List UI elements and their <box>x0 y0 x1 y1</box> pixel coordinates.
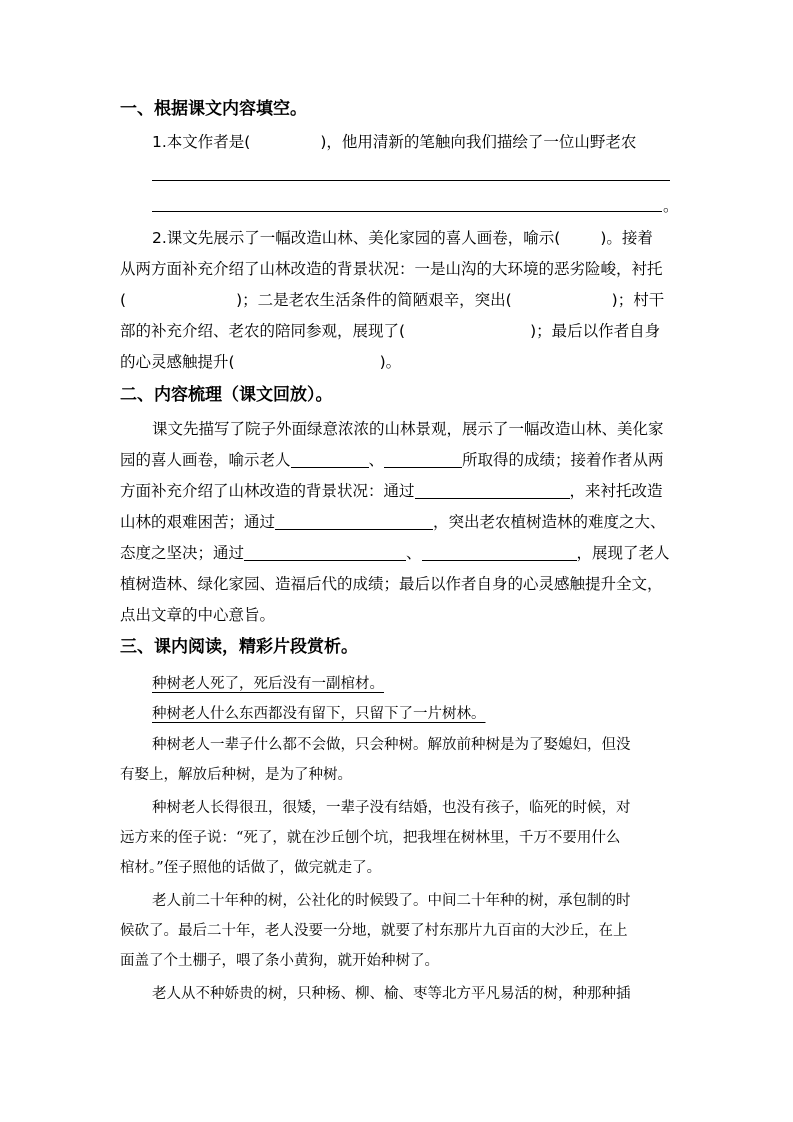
s3-para-3-line-2: 有娶上，解放后种树，是为了种树。 <box>120 767 352 783</box>
s2-blank-3[interactable] <box>415 482 570 499</box>
q2-line-3 <box>120 290 664 310</box>
s3-para-3-line-1: 种树老人一辈子什么都不会做，只会种树。解放前种树是为了娶媳妇，但没 <box>152 737 631 753</box>
s2-l4-text-b: ，突出老农植树造林的难度之大、 <box>433 513 666 531</box>
s3-para-4-line-2: 远方来的侄子说：“死了，就在沙丘刨个坑，把我埋在树林里，千万不要用什么 <box>120 830 621 846</box>
s3-para-6-line-1: 老人从不种娇贵的树，只种杨、柳、榆、枣等北方平凡易活的树，种那种插 <box>152 986 631 1002</box>
s2-l2-sep: 、 <box>368 451 385 469</box>
s3-para-1: 种树老人死了，死后没有一副棺材。 <box>152 676 384 692</box>
q2-line-2: 从两方面补充介绍了山林改造的背景状况：一是山沟的大环境的恶劣险峻，衬托 <box>120 260 663 278</box>
s3-para-2: 种树老人什么东西都没有留下，只留下了一片树林。 <box>152 706 486 722</box>
q2-line-1 <box>152 228 653 248</box>
s2-line-7: 点出文章的中心意旨。 <box>120 606 276 624</box>
q2-line-4 <box>120 321 660 341</box>
q2-l3-text-c: )；村干 <box>611 291 665 309</box>
q2-l5-text-a: 的心灵感触提升( <box>120 353 235 371</box>
q2-l4-text-a: 部的补充介绍、老农的陪同参观，展现了( <box>120 322 406 340</box>
section-2-title: 二、内容梳理（课文回放）。 <box>120 385 333 405</box>
q1-end-period: 。 <box>663 197 679 215</box>
q2-line-5 <box>120 352 401 372</box>
s3-para-4-line-3: 棺材。”侄子照他的话做了，做完就走了。 <box>120 860 382 876</box>
s2-l4-text-a: 山林的艰难困苦；通过 <box>120 513 276 531</box>
s2-line-6: 植树造林、绿化家园、造福后代的成绩；最后以作者自身的心灵感触提升全文， <box>120 575 663 593</box>
s2-l3-text-a: 方面补充介绍了山林改造的背景状况：通过 <box>120 482 415 500</box>
q2-l3-text-b: )；二是老农生活条件的简陋艰辛，突出( <box>236 291 512 309</box>
s3-para-5-line-3: 面盖了个土棚子，喂了条小黄狗，就开始种树了。 <box>120 953 439 969</box>
section-1-title: 一、根据课文内容填空。 <box>120 99 307 119</box>
s2-l2-text-c: 所取得的成绩；接着作者从两 <box>462 451 664 469</box>
s3-para-4-line-1: 种树老人长得很丑，很矮，一辈子没有结婚，也没有孩子，临死的时候，对 <box>152 800 631 816</box>
s2-blank-5[interactable] <box>244 544 406 561</box>
s2-line-2 <box>120 450 664 470</box>
q1-text-post: )，他用清新的笔触向我们描绘了一位山野老农 <box>320 133 637 151</box>
s2-l5-text-c: ，展现了老人 <box>576 544 670 562</box>
q1-answer-line-2[interactable] <box>152 211 662 212</box>
q2-l4-text-b: )；最后以作者自身 <box>530 322 661 340</box>
s2-blank-6[interactable] <box>422 544 577 561</box>
s3-para-5-line-1: 老人前二十年种的树，公社化的时候毁了。中间二十年种的树，承包制的时 <box>152 893 631 909</box>
q2-l3-text-a: ( <box>120 291 127 309</box>
s2-line-1: 课文先描写了院子外面绿意浓浓的山林景观，展示了一幅改造山林、美化家 <box>152 420 664 438</box>
s2-l5-text-a: 态度之坚决；通过 <box>120 544 245 562</box>
s2-line-4 <box>120 512 666 532</box>
section-3-title: 三、课内阅读，精彩片段赏析。 <box>120 637 358 657</box>
s2-blank-4[interactable] <box>275 513 433 530</box>
s2-blank-2[interactable] <box>384 451 462 468</box>
q1-answer-line-1[interactable] <box>152 180 670 181</box>
q2-l5-text-b: )。 <box>379 353 402 371</box>
q2-l1-text-a: 2.课文先展示了一幅改造山林、美化家园的喜人画卷，喻示( <box>152 229 561 247</box>
s2-l5-sep: 、 <box>406 544 422 562</box>
s2-l2-text-a: 园的喜人画卷，喻示老人 <box>120 451 291 469</box>
s3-para-5-line-2: 候砍了。最后二十年，老人没要一分地，就要了村东那片九百亩的大沙丘，在上 <box>120 923 628 939</box>
s2-l3-text-b: ，来衬托改造 <box>569 482 663 500</box>
s2-blank-1[interactable] <box>291 451 369 468</box>
s2-line-3 <box>120 481 663 501</box>
q2-l1-text-b: )。接着 <box>600 229 653 247</box>
q1-text-pre: 1.本文作者是( <box>152 133 251 151</box>
s2-line-5 <box>120 543 670 563</box>
q1-line <box>152 132 636 152</box>
